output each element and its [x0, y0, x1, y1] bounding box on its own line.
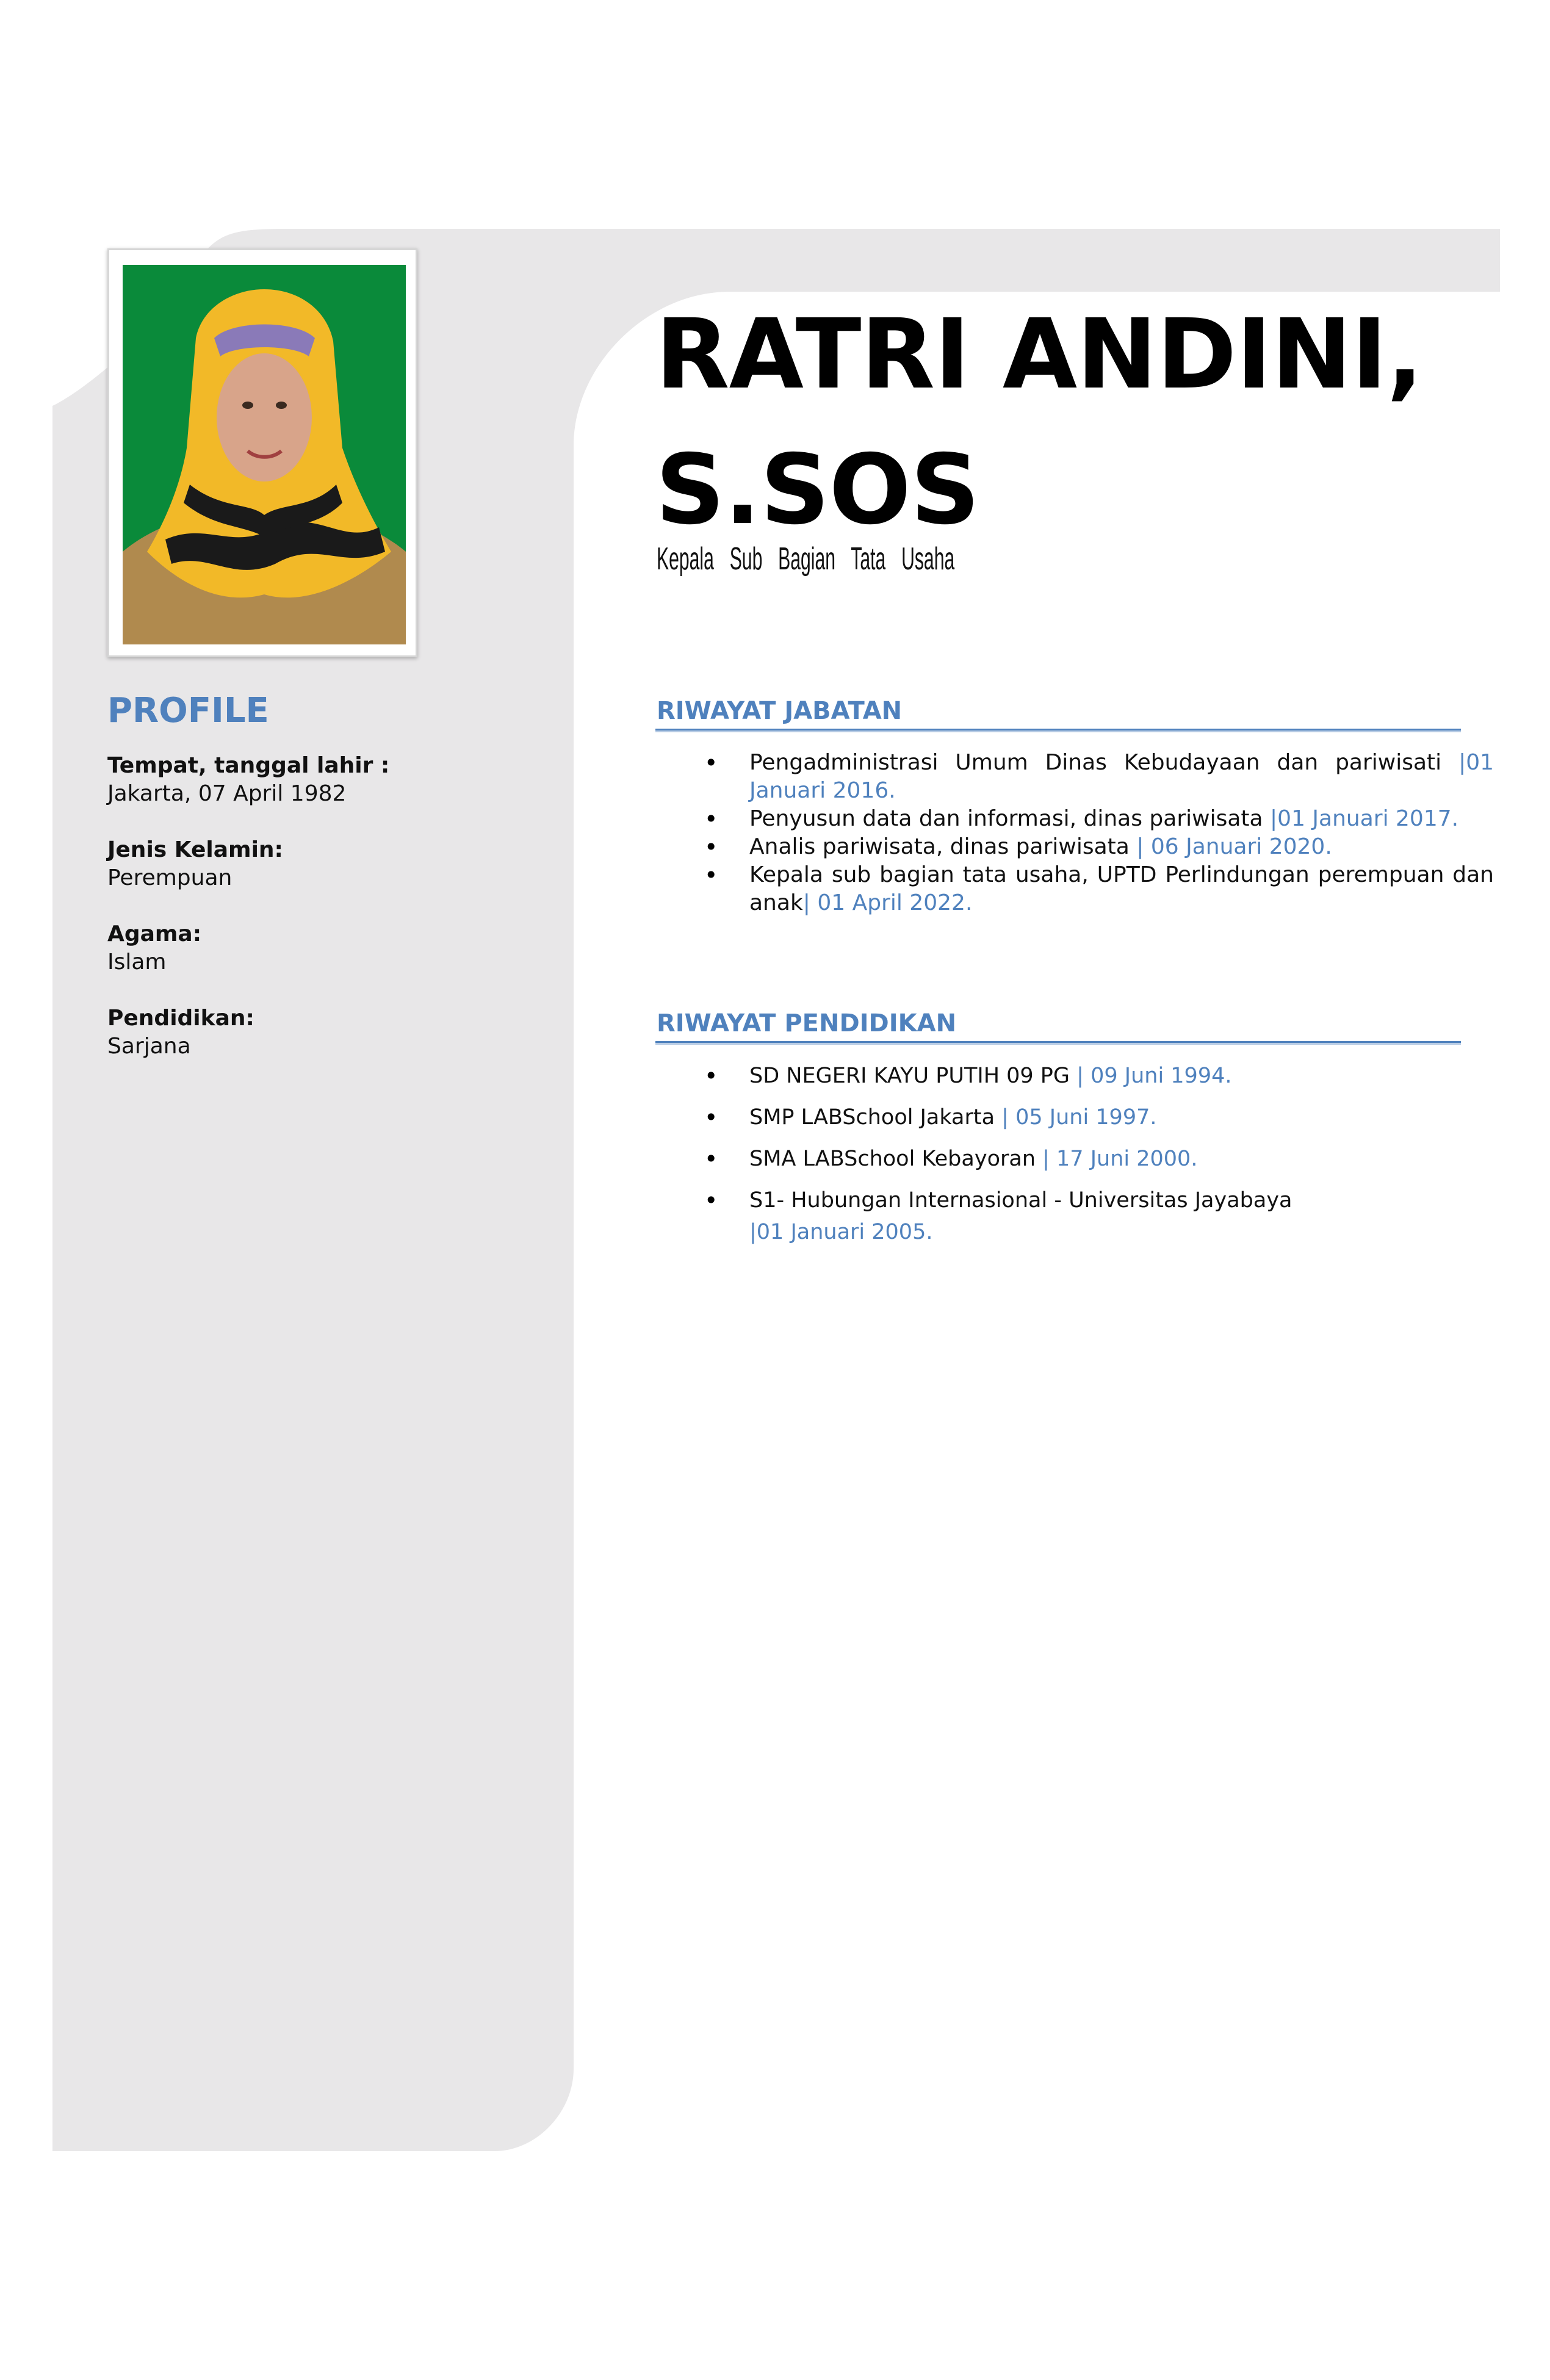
profile-field-gender	[107, 836, 283, 892]
profile-label: Jenis Kelamin:	[107, 837, 283, 862]
section-title: RIWAYAT JABATAN	[655, 696, 1461, 730]
list-item	[655, 833, 1494, 861]
profile-value: Jakarta, 07 April 1982	[107, 781, 347, 806]
section-riwayat-pendidikan	[655, 1008, 1461, 1258]
item-text: Kepala sub bagian tata usaha, UPTD Perlindungan perempuan dan anak	[749, 862, 1494, 915]
job-title: Kepala Sub Bagian Tata Usaha	[657, 541, 955, 577]
bullet-icon: •	[704, 1062, 718, 1089]
profile-value: Perempuan	[107, 865, 232, 890]
name-line-1: RATRI ANDINI,	[655, 298, 1423, 411]
photo-face	[217, 353, 312, 481]
profile-heading: PROFILE	[107, 691, 269, 730]
item-date: | 01 April 2022.	[802, 890, 973, 915]
bullet-icon: •	[704, 1187, 718, 1214]
item-date: | 17 Juni 2000.	[1042, 1147, 1198, 1171]
photo-eye-left	[242, 402, 253, 409]
bullet-icon: •	[704, 1104, 718, 1131]
person-name	[655, 287, 1510, 558]
section-riwayat-jabatan	[655, 696, 1494, 917]
profile-label: Tempat, tanggal lahir :	[107, 753, 390, 778]
item-text: Pengadministrasi Umum Dinas Kebudayaan dan pariwisati	[749, 750, 1459, 775]
profile-label: Agama:	[107, 921, 202, 947]
item-text: Penyusun data dan informasi, dinas pariwisata	[749, 806, 1271, 831]
bullet-icon: •	[704, 834, 718, 860]
list-item	[655, 805, 1494, 833]
jabatan-list	[655, 749, 1494, 917]
portrait-image	[123, 265, 406, 644]
profile-photo	[107, 248, 417, 657]
item-date: | 06 Januari 2020.	[1136, 834, 1332, 859]
bullet-icon: •	[704, 1145, 718, 1172]
list-item	[655, 1143, 1494, 1175]
profile-value: Sarjana	[107, 1034, 191, 1059]
bullet-icon: •	[704, 749, 718, 776]
item-text: SMA LABSchool Kebayoran	[749, 1147, 1043, 1171]
profile-field-religion	[107, 920, 201, 976]
item-date: |01 Januari 2005.	[749, 1220, 933, 1244]
bullet-icon: •	[704, 806, 718, 832]
profile-field-education	[107, 1004, 254, 1061]
list-item	[655, 1185, 1494, 1248]
list-item	[655, 861, 1494, 917]
list-item	[655, 1102, 1494, 1133]
item-text: S1- Hubungan Internasional - Universitas Jayabaya	[749, 1188, 1292, 1213]
item-date: |01 Januari 2016.	[749, 750, 1494, 803]
profile-field-birth	[107, 752, 389, 808]
photo-eye-right	[276, 402, 287, 409]
item-text: Analis pariwisata, dinas pariwisata	[749, 834, 1137, 859]
item-date: |01 Januari 2017.	[1270, 806, 1459, 831]
bullet-icon: •	[704, 862, 718, 889]
item-date: | 05 Juni 1997.	[1001, 1105, 1157, 1130]
profile-label: Pendidikan:	[107, 1006, 254, 1031]
pendidikan-list	[655, 1060, 1461, 1248]
list-item	[655, 1060, 1494, 1092]
list-item	[655, 749, 1494, 805]
section-title: RIWAYAT PENDIDIKAN	[655, 1008, 1461, 1043]
item-text: SMP LABSchool Jakarta	[749, 1105, 1002, 1130]
name-line-2: S.SOS	[655, 434, 979, 546]
item-text: SD NEGERI KAYU PUTIH 09 PG	[749, 1064, 1077, 1088]
profile-value: Islam	[107, 950, 167, 975]
item-date: | 09 Juni 1994.	[1076, 1064, 1232, 1088]
